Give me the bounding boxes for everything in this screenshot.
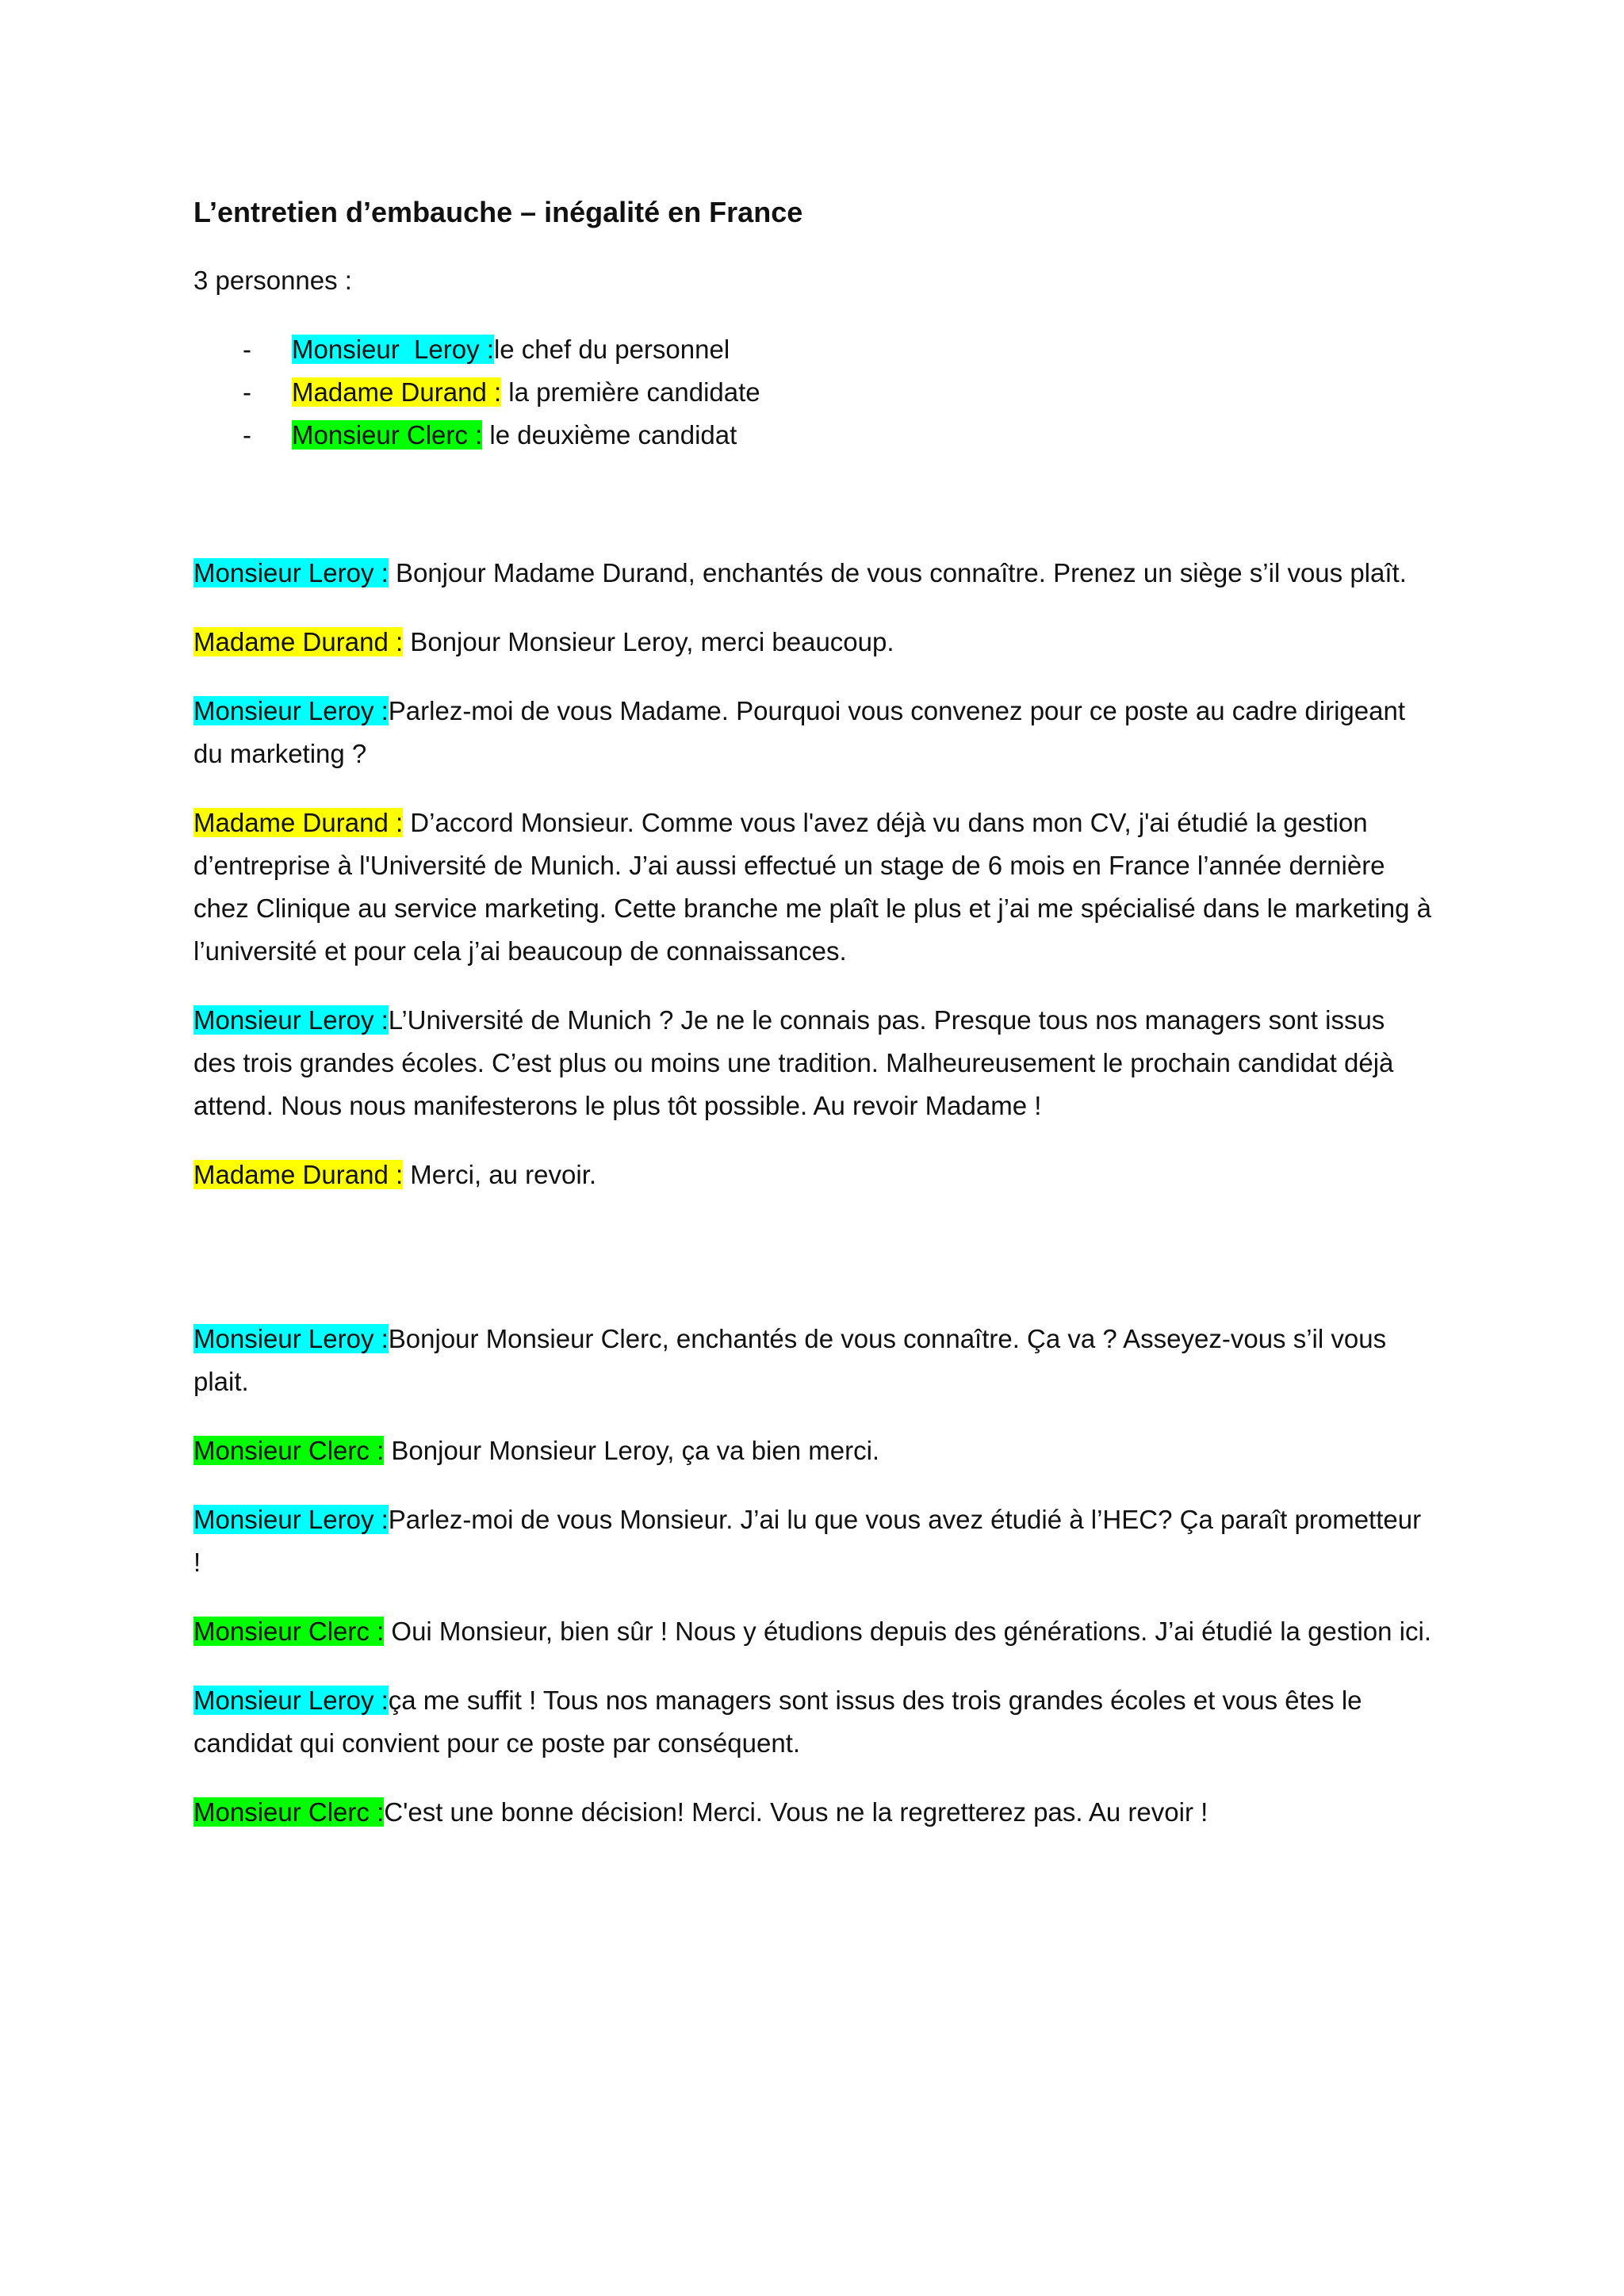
dialogue-text: Merci, au revoir. [403, 1160, 597, 1189]
dialogue-line [193, 552, 1434, 595]
cast-intro: 3 personnes : [193, 266, 352, 295]
dialogue-text: Bonjour Madame Durand, enchantés de vous connaître. Prenez un siège s’il vous plaît. [388, 558, 1407, 587]
speaker-label: Monsieur Clerc : [193, 1617, 385, 1646]
speaker-label: Monsieur Leroy : [193, 1686, 389, 1715]
speaker-label: Madame Durand : [193, 627, 404, 656]
dialogue-line [193, 1154, 1434, 1196]
cast-list [193, 328, 1434, 457]
dialogue-text: C'est une bonne décision! Merci. Vous ne la regretterez pas. Au revoir ! [384, 1797, 1208, 1827]
dialogue-text: L’Université de Munich ? Je ne le connais pas. Presque tous nos managers sont issus des trois grandes écoles. C’est plus ou moins une tradition. Malheureusement le prochain candidat déjà attend. Nous nous manifesterons le plus tôt possible. Au revoir Madame ! [193, 1005, 1394, 1120]
scene-two [193, 1318, 1434, 1834]
dialogue-line [193, 1498, 1434, 1584]
dialogue-line [193, 1610, 1434, 1653]
speaker-label: Monsieur Clerc : [193, 1797, 385, 1827]
dialogue-text: Parlez-moi de vous Monsieur. J’ai lu que vous avez étudié à l’HEC? Ça paraît prometteur ! [193, 1505, 1422, 1577]
dialogue-text: Bonjour Monsieur Leroy, merci beaucoup. [403, 627, 894, 656]
dialogue-text: ça me suffit ! Tous nos managers sont issus des trois grandes écoles et vous êtes le candidat qui convient pour ce poste par conséquent. [193, 1686, 1362, 1758]
role-text: le chef du personnel [493, 335, 730, 364]
dialogue-line [193, 802, 1434, 973]
speaker-label: Monsieur Leroy : [193, 696, 389, 725]
dialogue-line [193, 690, 1434, 775]
list-bullet: - [243, 420, 251, 450]
speaker-label: Monsieur Leroy : [292, 335, 494, 364]
dialogue-line [193, 1791, 1434, 1834]
document-title: L’entretien d’embauche – inégalité en France [193, 196, 803, 228]
role-text: la première candidate [501, 377, 760, 407]
speaker-label: Monsieur Leroy : [193, 558, 389, 587]
list-bullet: - [243, 377, 251, 407]
dialogue-text: Bonjour Monsieur Leroy, ça va bien merci. [384, 1436, 880, 1465]
speaker-label: Monsieur Leroy : [193, 1324, 389, 1353]
speaker-label: Madame Durand : [193, 1160, 404, 1189]
dialogue-text: D’accord Monsieur. Comme vous l'avez déjà vu dans mon CV, j'ai étudié la gestion d’entreprise à l'Université de Munich. J’ai aussi effectué un stage de 6 mois en France l’année dernière chez Clinique au service marketing. Cette branche me plaît le plus et j’ai me spécialisé dans le marketing à l’université et pour cela j’ai beaucoup de connaissances. [193, 808, 1431, 966]
scene-one [193, 552, 1434, 1196]
dialogue-text: Parlez-moi de vous Madame. Pourquoi vous convenez pour ce poste au cadre dirigeant du marketing ? [193, 696, 1406, 768]
dialogue-line [193, 1679, 1434, 1765]
speaker-label: Madame Durand : [292, 377, 502, 407]
dialogue-line [193, 621, 1434, 664]
dialogue-line [193, 1318, 1434, 1403]
section-spacer [193, 1223, 1434, 1318]
speaker-label: Monsieur Clerc : [193, 1436, 385, 1465]
cast-item-durand [193, 371, 1434, 414]
speaker-label: Monsieur Leroy : [193, 1005, 389, 1035]
cast-item-clerc [193, 414, 1434, 457]
dialogue-line [193, 999, 1434, 1127]
speaker-label: Monsieur Leroy : [193, 1505, 389, 1534]
dialogue-line [193, 1429, 1434, 1472]
speaker-label: Madame Durand : [193, 808, 404, 837]
role-text: le deuxième candidat [482, 420, 737, 450]
dialogue-text: Oui Monsieur, bien sûr ! Nous y étudions depuis des générations. J’ai étudié la gestion ici. [384, 1617, 1431, 1646]
speaker-label: Monsieur Clerc : [292, 420, 483, 450]
cast-item-leroy [193, 328, 1434, 371]
section-spacer [193, 457, 1434, 552]
dialogue-text: Bonjour Monsieur Clerc, enchantés de vous connaître. Ça va ? Asseyez-vous s’il vous plait. [193, 1324, 1387, 1396]
list-bullet: - [243, 335, 251, 364]
